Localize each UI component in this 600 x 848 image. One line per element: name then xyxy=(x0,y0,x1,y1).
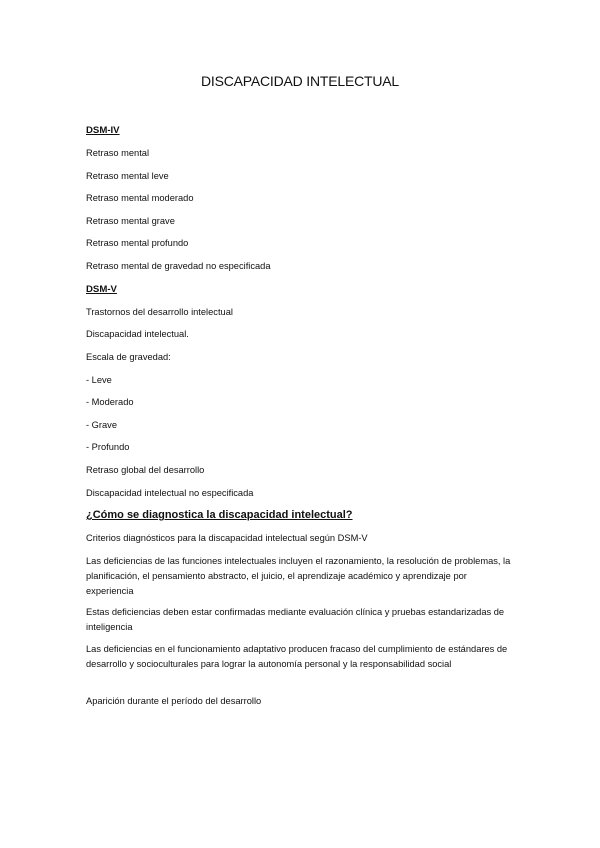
dsm4-item: Retraso mental grave xyxy=(86,216,175,226)
diagnosis-paragraph: Las deficiencias en el funcionamiento adaptativo producen fracaso del cumplimiento de estándares de desarrollo y socioculturales para lograr la autonomía personal y la responsabilidad social xyxy=(86,644,508,669)
diagnosis-paragraph: Estas deficiencias deben estar confirmadas mediante evaluación clínica y pruebas estandarizadas de inteligencia xyxy=(86,607,505,632)
diagnosis-paragraph: Aparición durante el período del desarrollo xyxy=(86,696,262,706)
dsm4-item: Retraso mental xyxy=(86,148,150,158)
dsm5-item: Retraso global del desarrollo xyxy=(86,465,205,475)
dsm5-item: Escala de gravedad: xyxy=(86,352,171,362)
dsm4-item: Retraso mental leve xyxy=(86,171,169,181)
dsm5-item: - Leve xyxy=(86,375,112,385)
diagnosis-paragraph: Las deficiencias de las funciones intelectuales incluyen el razonamiento, la resolución de problemas, la planificación, el pensamiento abstracto, el juicio, el aprendizaje académico y aprendizaje por experiencia xyxy=(86,556,511,596)
dsm5-item: Discapacidad intelectual no especificada xyxy=(86,488,254,498)
dsm4-heading: DSM-IV xyxy=(86,125,120,136)
dsm4-item: Retraso mental de gravedad no especificada xyxy=(86,261,271,271)
dsm5-item: Discapacidad intelectual. xyxy=(86,329,189,339)
dsm5-item: Trastornos del desarrollo intelectual xyxy=(86,307,233,317)
dsm5-item: - Profundo xyxy=(86,442,130,452)
dsm5-item: - Moderado xyxy=(86,397,134,407)
dsm4-item: Retraso mental moderado xyxy=(86,193,194,203)
dsm5-item: - Grave xyxy=(86,420,117,430)
dsm4-item: Retraso mental profundo xyxy=(86,238,189,248)
diagnosis-heading: ¿Cómo se diagnostica la discapacidad intelectual? xyxy=(86,509,353,521)
dsm5-heading: DSM-V xyxy=(86,284,117,295)
document-title: DISCAPACIDAD INTELECTUAL xyxy=(201,73,399,89)
diagnosis-paragraph: Criterios diagnósticos para la discapacidad intelectual según DSM-V xyxy=(86,533,368,543)
